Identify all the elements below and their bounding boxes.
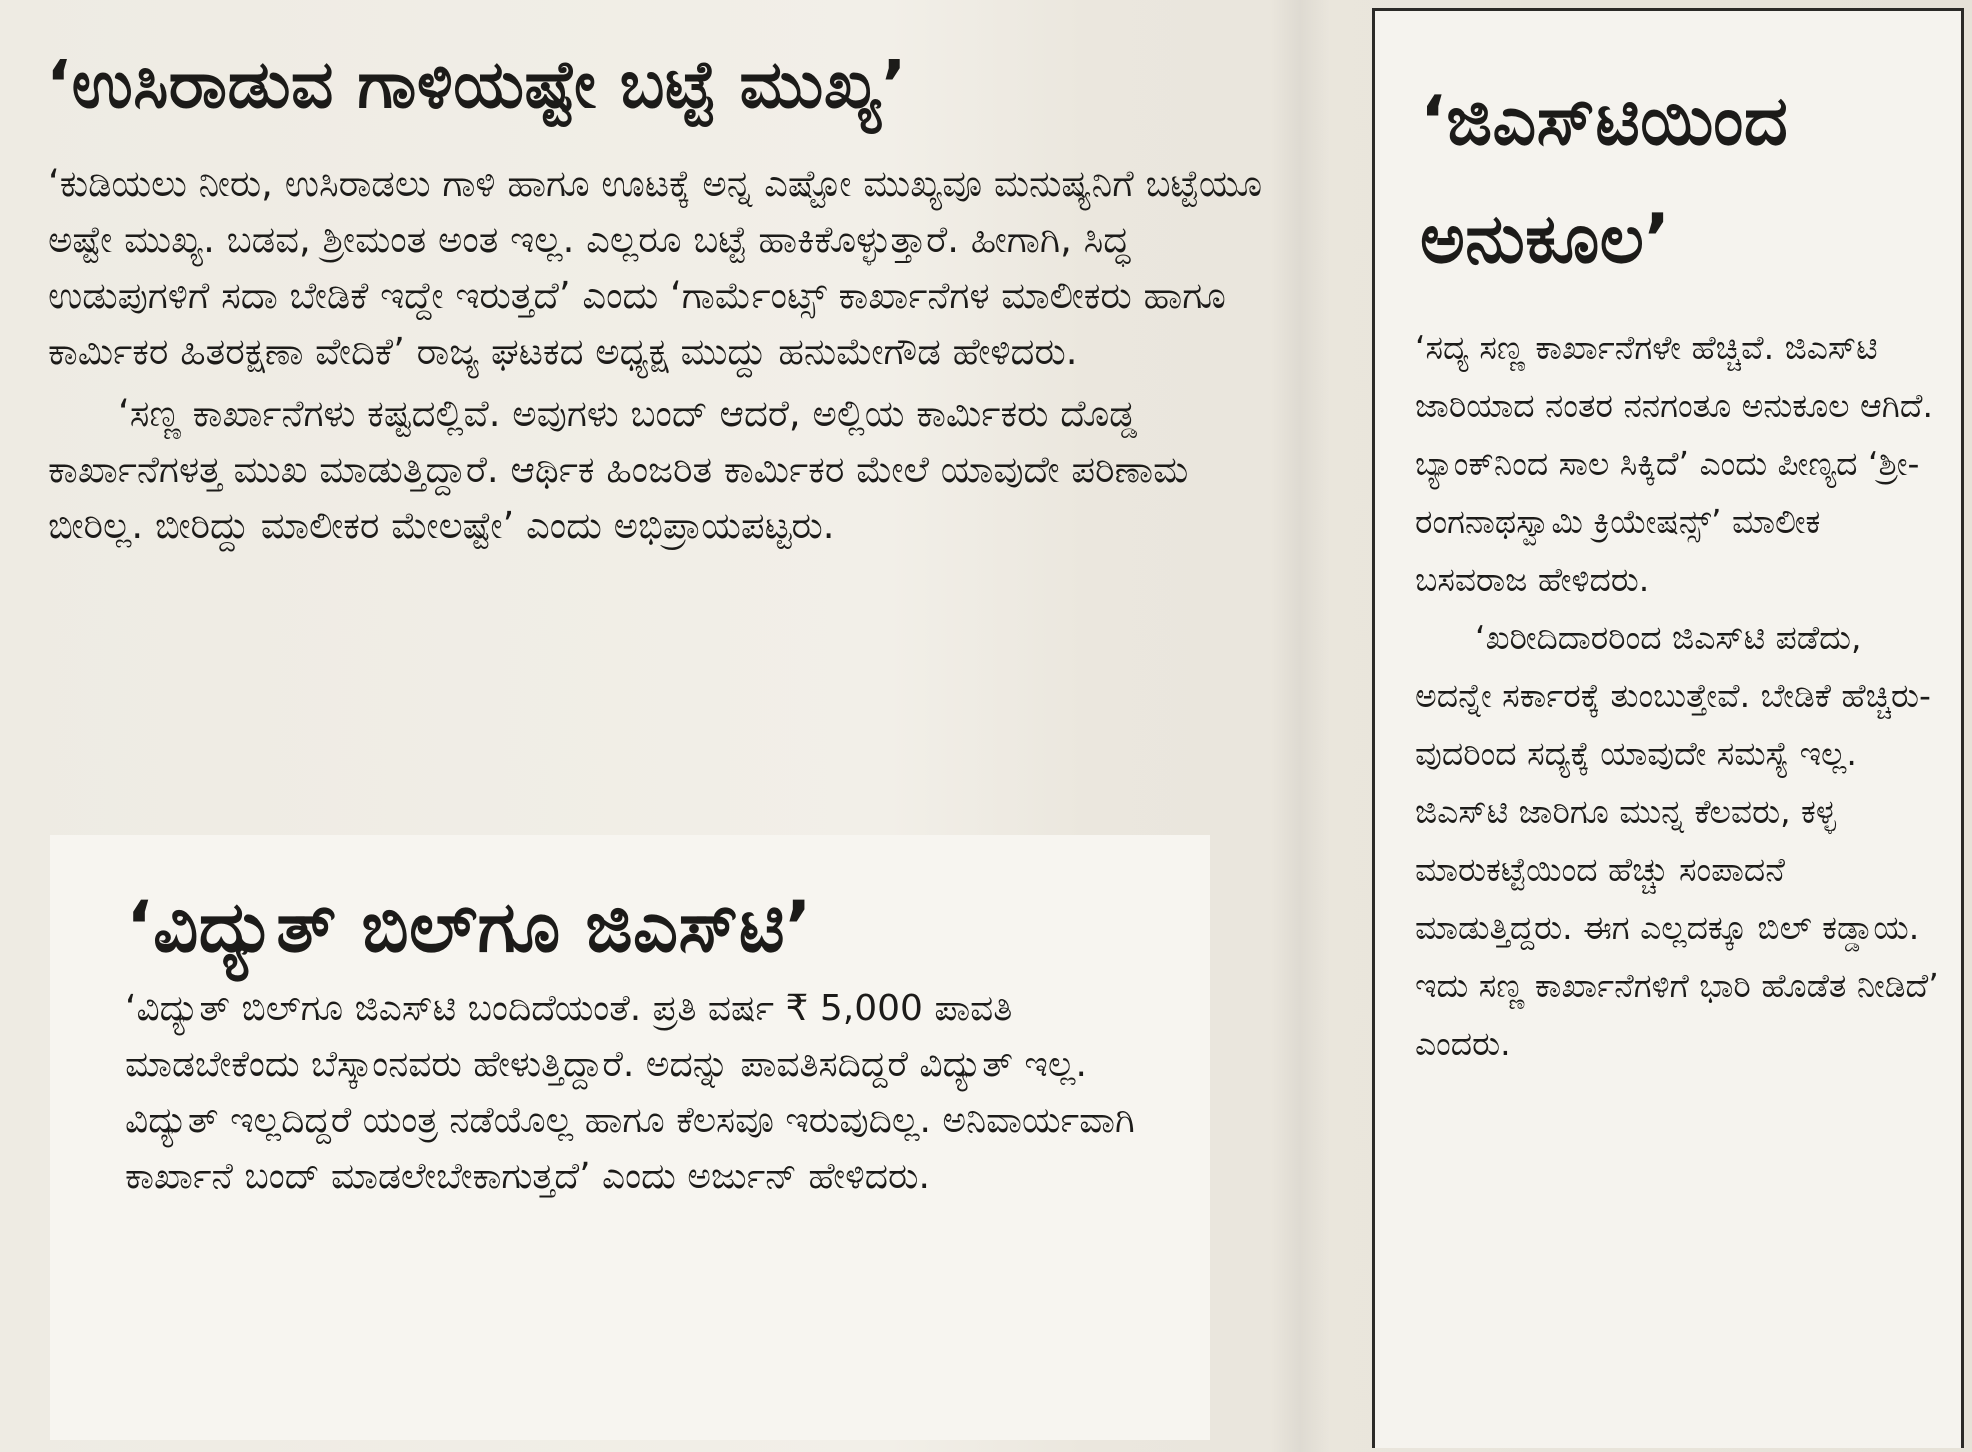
article-paragraph: ‘ಕುಡಿಯಲು ನೀರು, ಉಸಿರಾಡಲು ಗಾಳಿ ಹಾಗೂ ಊಟಕ್ಕೆ ಅನ್ನ ಎಷ್ಟೋ ಮುಖ್ಯವೂ ಮನುಷ್ಯನಿಗೆ ಬಟ್ಟೆಯೂ ಅಷ್ಟೇ ಮುಖ್ಯ. ಬಡವ, ಶ್ರೀಮಂತ ಅಂತ ಇಲ್ಲ. ಎಲ್ಲರೂ ಬಟ್ಟೆ ಹಾಕಿಕೊಳ್ಳುತ್ತಾರೆ. ಹೀಗಾಗಿ, ಸಿದ್ಧ ಉಡುಪುಗಳಿಗೆ ಸದಾ ಬೇಡಿಕೆ ಇದ್ದೇ ಇರುತ್ತದೆ’ ಎಂದು ‘ಗಾರ್ಮೆಂಟ್ಸ್ ಕಾರ್ಖಾನೆಗಳ ಮಾಲೀಕರು ಹಾಗೂ ಕಾರ್ಮಿಕರ ಹಿತರಕ್ಷಣಾ ವೇದಿಕೆ’ ರಾಜ್ಯ ಘಟಕದ ಅಧ್ಯಕ್ಷ ಮುದ್ದು ಹನುಮೇಗೌಡ ಹೇಳಿದರು.	[48, 162, 1263, 373]
article-headline: ‘ಜಿಎಸ್‌ಟಿಯಿಂದ ಅನುಕೂಲ’	[1420, 82, 1789, 279]
article-gst-benefit-box	[1372, 8, 1964, 1448]
article-paragraph: ‘ಖರೀದಿದಾರರಿಂದ ಜಿಎಸ್‌ಟಿ ಪಡೆದು, ಅದನ್ನೇ ಸರ್ಕಾರಕ್ಕೆ ತುಂಬುತ್ತೇವೆ. ಬೇಡಿಕೆ ಹೆಚ್ಚಿರು-ವುದರಿಂದ ಸದ್ಯಕ್ಕೆ ಯಾವುದೇ ಸಮಸ್ಯೆ ಇಲ್ಲ. ಜಿಎಸ್‌ಟಿ ಜಾರಿಗೂ ಮುನ್ನ ಕೆಲವರು, ಕಳ್ಳ ಮಾರುಕಟ್ಟೆಯಿಂದ ಹೆಚ್ಚು ಸಂಪಾದನೆ ಮಾಡುತ್ತಿದ್ದರು. ಈಗ ಎಲ್ಲದಕ್ಕೂ ಬಿಲ್ ಕಡ್ಡಾಯ. ಇದು ಸಣ್ಣ ಕಾರ್ಖಾನೆಗಳಿಗೆ ಭಾರಿ ಹೊಡೆತ ನೀಡಿದೆ’ ಎಂದರು.	[1415, 618, 1939, 1063]
article-paragraph: ‘ಸದ್ಯ ಸಣ್ಣ ಕಾರ್ಖಾನೆಗಳೇ ಹೆಚ್ಚಿವೆ. ಜಿಎಸ್‌ಟಿ ಜಾರಿಯಾದ ನಂತರ ನನಗಂತೂ ಅನುಕೂಲ ಆಗಿದೆ. ಬ್ಯಾಂಕ್‌ನಿಂದ ಸಾಲ ಸಿಕ್ಕಿದೆ’ ಎಂದು ಪೀಣ್ಯದ ‘ಶ್ರೀ-ರಂಗನಾಥಸ್ವಾಮಿ ಕ್ರಿಯೇಷನ್ಸ್’ ಮಾಲೀಕ ಬಸವರಾಜ ಹೇಳಿದರು.	[1415, 328, 1933, 599]
article-headline: ‘ವಿದ್ಯುತ್ ಬಿಲ್‌ಗೂ ಜಿಎಸ್‌ಟಿ’	[126, 886, 813, 968]
article-body	[50, 977, 1210, 1205]
article-paragraph: ‘ಸಣ್ಣ ಕಾರ್ಖಾನೆಗಳು ಕಷ್ಟದಲ್ಲಿವೆ. ಅವುಗಳು ಬಂದ್ ಆದರೆ, ಅಲ್ಲಿಯ ಕಾರ್ಮಿಕರು ದೊಡ್ಡ ಕಾರ್ಖಾನೆಗಳತ್ತ ಮುಖ ಮಾಡುತ್ತಿದ್ದಾರೆ. ಆರ್ಥಿಕ ಹಿಂಜರಿತ ಕಾರ್ಮಿಕರ ಮೇಲೆ ಯಾವುದೇ ಪರಿಣಾಮ ಬೀರಿಲ್ಲ. ಬೀರಿದ್ದು ಮಾಲೀಕರ ಮೇಲಷ್ಟೇ’ ಎಂದು ಅಭಿಪ್ರಾಯಪಟ್ಟರು.	[48, 392, 1189, 547]
article-electricity-bill-gst	[50, 835, 1210, 1440]
article-clothing-importance	[40, 40, 1280, 554]
article-body	[40, 156, 1278, 554]
article-paragraph: ‘ವಿದ್ಯುತ್ ಬಿಲ್‌ಗೂ ಜಿಎಸ್‌ಟಿ ಬಂದಿದೆಯಂತೆ. ಪ್ರತಿ ವರ್ಷ ₹ 5,000 ಪಾವತಿ ಮಾಡಬೇಕೆಂದು ಬೆಸ್ಕಾಂನವರು ಹೇಳುತ್ತಿದ್ದಾರೆ. ಅದನ್ನು ಪಾವತಿಸದಿದ್ದರೆ ವಿದ್ಯುತ್ ಇಲ್ಲ. ವಿದ್ಯುತ್ ಇಲ್ಲದಿದ್ದರೆ ಯಂತ್ರ ನಡೆಯೊಲ್ಲ ಹಾಗೂ ಕೆಲಸವೂ ಇರುವುದಿಲ್ಲ. ಅನಿವಾರ್ಯವಾಗಿ ಕಾರ್ಖಾನೆ ಬಂದ್ ಮಾಡಲೇಬೇಕಾಗುತ್ತದೆ’ ಎಂದು ಅರ್ಜುನ್ ಹೇಳಿದರು.	[125, 988, 1135, 1197]
article-headline: ‘ಉಸಿರಾಡುವ ಗಾಳಿಯಷ್ಟೇ ಬಟ್ಟೆ ಮುಖ್ಯ’	[46, 46, 908, 123]
article-body	[1375, 299, 1961, 1073]
